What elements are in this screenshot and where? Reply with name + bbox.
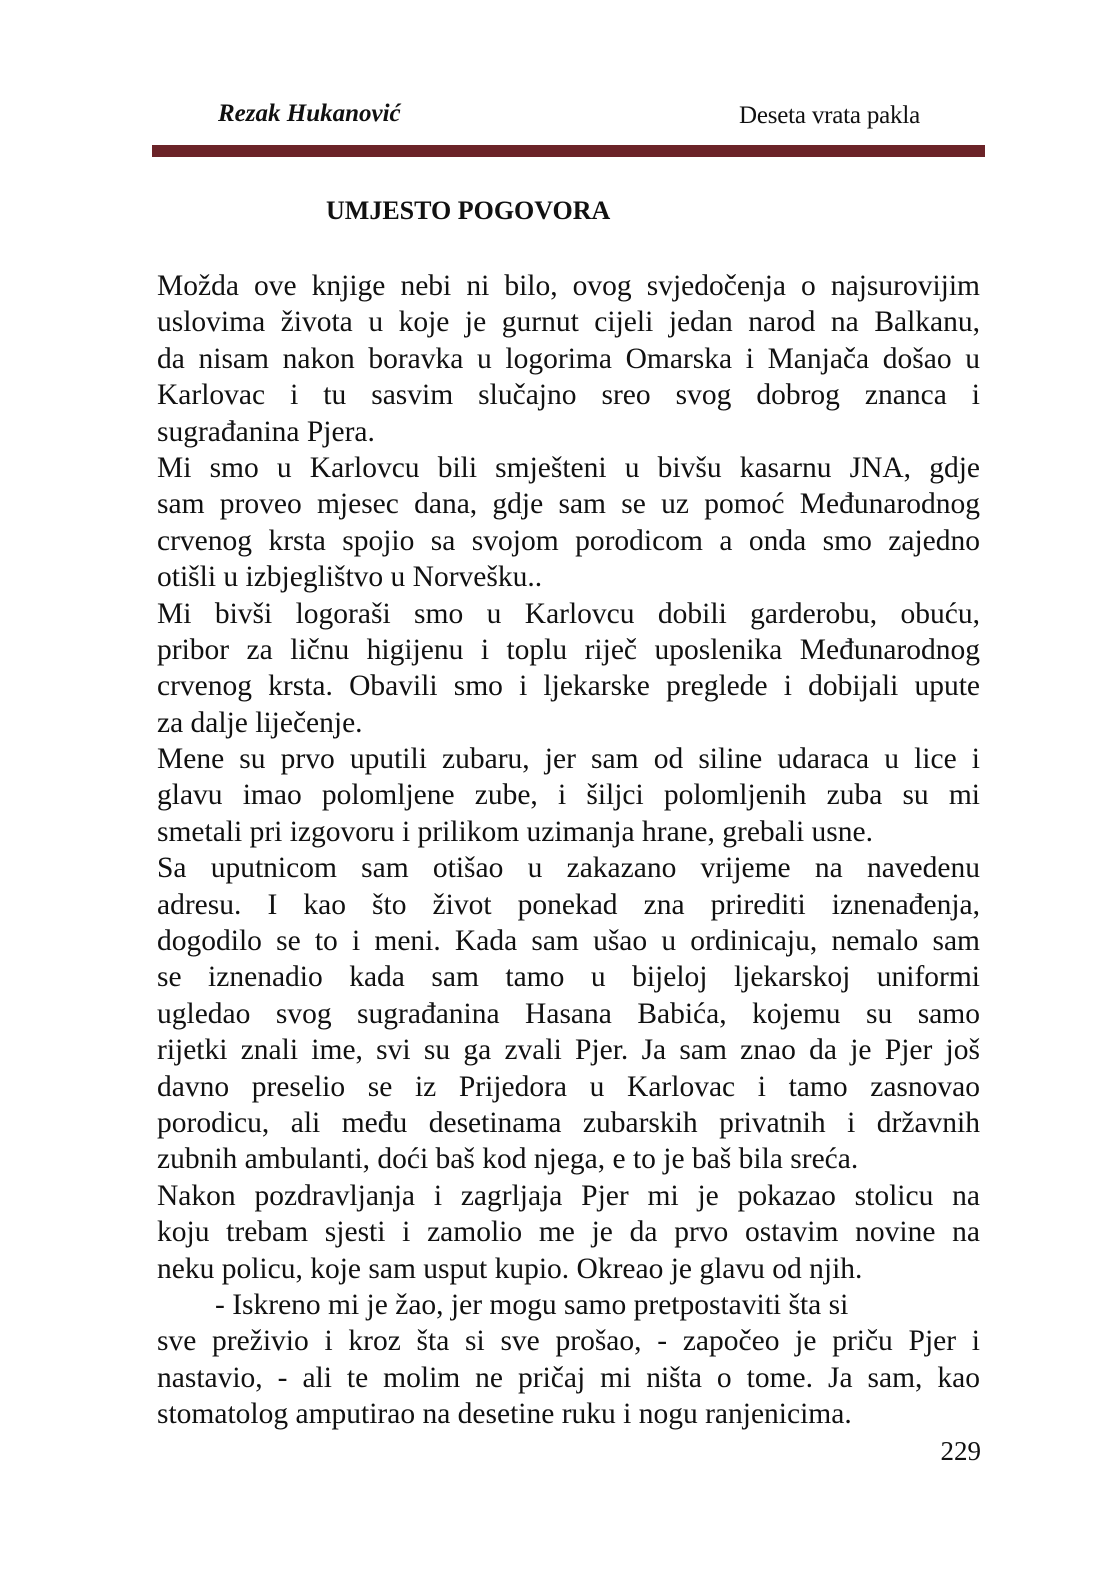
text-line: adresu. I kao što život ponekad zna prirediti iznenađenja, [157,888,980,921]
text-line: Mi bivši logoraši smo u Karlovcu dobili garderobu, obuću, [157,597,980,630]
text-line: Karlovac i tu sasvim slučajno sreo svog dobrog znanca i [157,379,980,412]
chapter-title: UMJESTO POGOVORA [326,196,611,225]
text-line: crvenog krsta spojio sa svojom porodicom a onda smo zajedno [157,524,980,557]
text-line: rijetki znali ime, svi su ga zvali Pjer. Ja sam znao da je Pjer još [157,1034,980,1067]
text-line: glavu imao polomljene zube, i šiljci polomljenih zuba su mi [157,779,980,812]
text-line: se iznenadio kada sam tamo u bijeloj ljekarskoj uniformi [157,961,980,994]
text-line: nastavio, - ali te molim ne pričaj mi ništa o tome. Ja sam, kao [157,1361,980,1394]
text-line: koju trebam sjesti i zamolio me je da prvo ostavim novine na [157,1216,980,1249]
text-line: porodicu, ali među desetinama zubarskih privatnih i državnih [157,1106,980,1139]
text-line: ugledao svog sugrađanina Hasana Babića, kojemu su samo [157,997,980,1030]
text-line: pribor za ličnu higijenu i toplu riječ uposlenika Međunarodnog [157,633,980,666]
text-line: zubnih ambulanti, doći baš kod njega, e to je baš bila sreća. [157,1143,859,1176]
text-line: stomatolog amputirao na desetine ruku i nogu ranjenicima. [157,1398,852,1431]
page-number: 229 [940,1436,981,1466]
text-line: Mi smo u Karlovcu bili smješteni u bivšu kasarnu JNA, gdje [157,451,980,484]
text-line: da nisam nakon boravka u logorima Omarska i Manjača došao u [157,342,980,375]
text-line: Mene su prvo uputili zubaru, jer sam od siline udaraca u lice i [157,743,980,776]
text-line: sam proveo mjesec dana, gdje sam se uz pomoć Međunarodnog [157,488,980,521]
text-line: neku policu, koje sam usput kupio. Okreao je glavu od njih. [157,1252,863,1285]
running-header [152,100,985,140]
header-author: Rezak Hukanović [218,100,401,127]
text-line: sve preživio i kroz šta si sve prošao, - započeo je priču Pjer i [157,1325,980,1358]
text-line: za dalje liječenje. [157,706,363,739]
text-line: crvenog krsta. Obavili smo i ljekarske preglede i dobijali upute [157,670,980,703]
text-line: sugrađanina Pjera. [157,415,375,448]
text-line: - Iskreno mi je žao, jer mogu samo pretpostaviti šta si [215,1288,849,1321]
text-line: uslovima života u koje je gurnut cijeli jedan narod na Balkanu, [157,306,980,339]
text-line: davno preselio se iz Prijedora u Karlovac i tamo zasnovao [157,1070,980,1103]
header-book-title: Deseta vrata pakla [738,102,920,129]
text-line: Možda ove knjige nebi ni bilo, ovog svjedočenja o najsurovijim [157,270,980,302]
text-line: dogodilo se to i meni. Kada sam ušao u ordinicaju, nemalo sam [157,925,980,958]
header-rule [152,145,985,157]
text-line: Nakon pozdravljanja i zagrljaja Pjer mi je pokazao stolicu na [157,1179,980,1212]
text-line: smetali pri izgovoru i prilikom uzimanja hrane, grebali usne. [157,815,873,848]
text-line: otišli u izbjeglištvo u Norvešku.. [157,561,543,594]
text-line: Sa uputnicom sam otišao u zakazano vrijeme na navedenu [157,852,980,885]
body-text [157,268,980,1433]
